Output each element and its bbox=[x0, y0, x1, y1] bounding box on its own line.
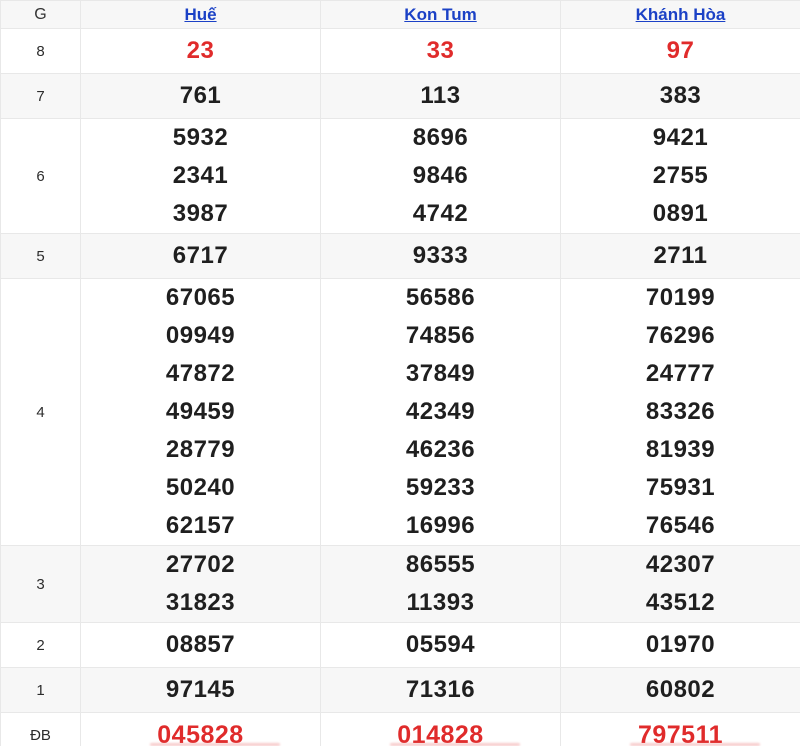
result-number: 70199 bbox=[645, 284, 716, 311]
result-cell bbox=[561, 546, 800, 623]
prize-row-8 bbox=[1, 29, 800, 74]
result-number: 24777 bbox=[645, 360, 716, 387]
prize-label: 5 bbox=[1, 234, 81, 279]
result-number: 045828 bbox=[157, 721, 244, 746]
result-cell bbox=[561, 279, 800, 546]
province-link-hue[interactable]: Huế bbox=[184, 4, 217, 24]
result-cell bbox=[81, 713, 321, 746]
prize-label: 3 bbox=[1, 546, 81, 623]
result-cell bbox=[321, 623, 561, 668]
prize-row-6 bbox=[1, 119, 800, 234]
result-cell bbox=[321, 119, 561, 234]
prize-label: 7 bbox=[1, 74, 81, 119]
result-number: 74856 bbox=[405, 322, 476, 349]
prize-label: ĐB bbox=[1, 713, 81, 746]
result-cell bbox=[81, 234, 321, 279]
result-cell bbox=[321, 279, 561, 546]
prize-label: 8 bbox=[1, 29, 81, 74]
result-number: 6717 bbox=[172, 242, 229, 269]
result-cell bbox=[321, 713, 561, 746]
result-number: 28779 bbox=[165, 436, 236, 463]
result-number: 16996 bbox=[405, 512, 476, 539]
result-cell bbox=[321, 29, 561, 74]
result-cell bbox=[561, 713, 800, 746]
result-number: 76296 bbox=[645, 322, 716, 349]
result-number: 59233 bbox=[405, 474, 476, 501]
result-number: 4742 bbox=[412, 200, 469, 227]
result-number: 47872 bbox=[165, 360, 236, 387]
result-cell bbox=[561, 234, 800, 279]
result-number: 81939 bbox=[645, 436, 716, 463]
result-cell bbox=[81, 29, 321, 74]
result-number: 62157 bbox=[165, 512, 236, 539]
result-number: 05594 bbox=[405, 631, 476, 658]
result-number: 31823 bbox=[165, 589, 236, 616]
result-number: 49459 bbox=[165, 398, 236, 425]
result-cell bbox=[81, 74, 321, 119]
result-number: 42349 bbox=[405, 398, 476, 425]
province-link-khanh-hoa[interactable]: Khánh Hòa bbox=[635, 4, 726, 24]
table-body bbox=[1, 29, 800, 746]
result-cell bbox=[321, 668, 561, 713]
result-number: 27702 bbox=[165, 551, 236, 578]
prize-row-5 bbox=[1, 234, 800, 279]
result-cell bbox=[81, 279, 321, 546]
result-number: 75931 bbox=[645, 474, 716, 501]
result-number: 08857 bbox=[165, 631, 236, 658]
result-number: 0891 bbox=[652, 200, 709, 227]
result-cell bbox=[561, 74, 800, 119]
prize-row-ĐB bbox=[1, 713, 800, 746]
result-number: 60802 bbox=[645, 676, 716, 703]
prize-label: 6 bbox=[1, 119, 81, 234]
result-number: 8696 bbox=[412, 124, 469, 151]
prize-label: 2 bbox=[1, 623, 81, 668]
result-number: 113 bbox=[420, 82, 461, 109]
table-header-row bbox=[1, 1, 800, 29]
result-cell bbox=[81, 668, 321, 713]
column-header-khanh-hoa bbox=[561, 1, 800, 29]
result-number: 97 bbox=[666, 37, 695, 64]
prize-label: 1 bbox=[1, 668, 81, 713]
result-cell bbox=[561, 29, 800, 74]
result-number: 761 bbox=[179, 82, 222, 109]
result-number: 97145 bbox=[165, 676, 236, 703]
result-number: 23 bbox=[186, 37, 215, 64]
result-number: 797511 bbox=[637, 721, 724, 746]
result-number: 43512 bbox=[645, 589, 716, 616]
result-number: 86555 bbox=[405, 551, 476, 578]
result-number: 3987 bbox=[172, 200, 229, 227]
result-cell bbox=[81, 546, 321, 623]
result-number: 9333 bbox=[412, 242, 469, 269]
result-number: 50240 bbox=[165, 474, 236, 501]
result-number: 2341 bbox=[172, 162, 229, 189]
column-header-hue bbox=[81, 1, 321, 29]
result-cell bbox=[561, 668, 800, 713]
result-cell bbox=[561, 623, 800, 668]
result-number: 42307 bbox=[645, 551, 716, 578]
result-number: 09949 bbox=[165, 322, 236, 349]
result-cell bbox=[81, 119, 321, 234]
result-cell bbox=[561, 119, 800, 234]
prize-label: 4 bbox=[1, 279, 81, 546]
prize-column-header: G bbox=[1, 1, 81, 29]
result-cell bbox=[81, 623, 321, 668]
prize-row-2 bbox=[1, 623, 800, 668]
result-number: 71316 bbox=[405, 676, 476, 703]
result-number: 01970 bbox=[645, 631, 716, 658]
result-number: 46236 bbox=[405, 436, 476, 463]
province-link-kon-tum[interactable]: Kon Tum bbox=[404, 4, 477, 24]
result-number: 11393 bbox=[406, 589, 475, 616]
result-number: 9421 bbox=[652, 124, 709, 151]
result-cell bbox=[321, 74, 561, 119]
result-number: 56586 bbox=[405, 284, 476, 311]
result-number: 83326 bbox=[645, 398, 716, 425]
result-number: 014828 bbox=[397, 721, 484, 746]
result-number: 76546 bbox=[645, 512, 716, 539]
result-cell bbox=[321, 546, 561, 623]
result-number: 67065 bbox=[165, 284, 236, 311]
result-number: 2755 bbox=[652, 162, 709, 189]
result-number: 9846 bbox=[412, 162, 469, 189]
result-number: 37849 bbox=[405, 360, 476, 387]
prize-row-4 bbox=[1, 279, 800, 546]
prize-row-7 bbox=[1, 74, 800, 119]
prize-row-1 bbox=[1, 668, 800, 713]
result-number: 33 bbox=[426, 37, 455, 64]
result-cell bbox=[321, 234, 561, 279]
prize-row-3 bbox=[1, 546, 800, 623]
result-number: 2711 bbox=[653, 242, 708, 269]
result-number: 383 bbox=[659, 82, 702, 109]
column-header-kon-tum bbox=[321, 1, 561, 29]
result-number: 5932 bbox=[172, 124, 229, 151]
